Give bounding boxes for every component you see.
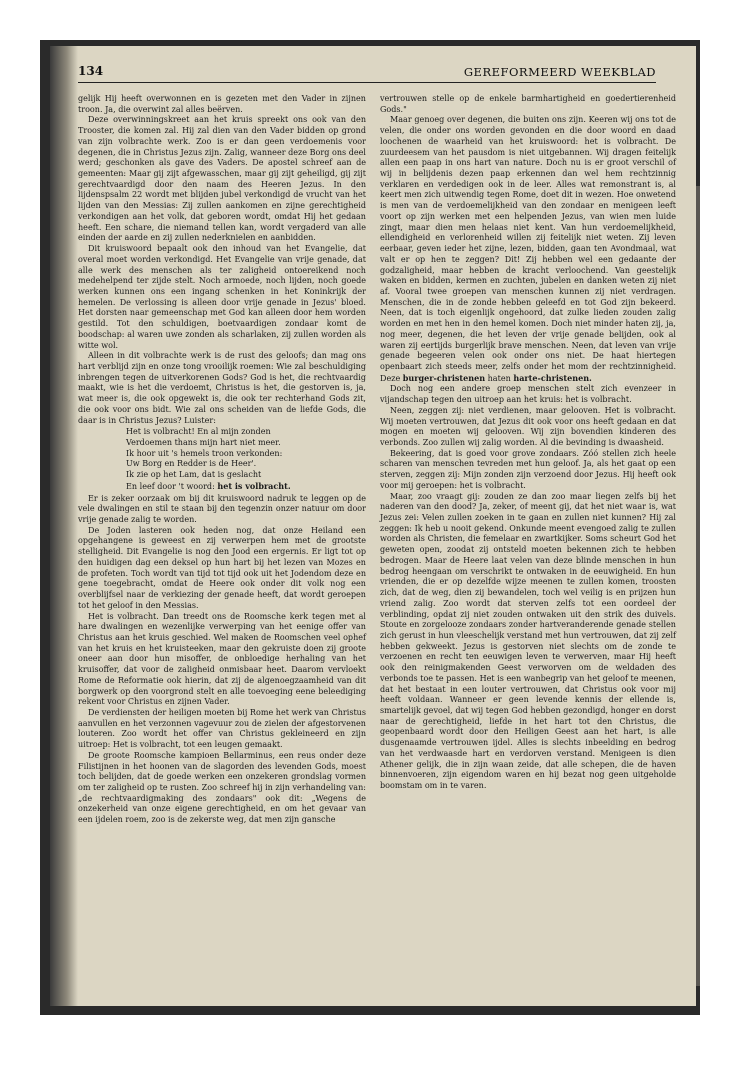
paragraph: Deze overwinningskreet aan het kruis spreekt ons ook van den Trooster, die komen zal. Hij zal dien van den Vader bidden op grond van zijn volbrachte werk. Zoo is er dan geen verdoemenis voor degenen, die in Christus Jezus zijn. Zalig, wanneer deze Borg ons deel werd; geschonken als gave des Vaders. De apostel schreef aan de gemeenten: Maar gij zijt afgewasschen, maar gij zijt geheiligd, gij zijt gerechtvaardigd door den naam des Heeren Jezus. In den lijdenspsalm 22 wordt met blijden jubel verkondigd de vrucht van het lijden van den Messias: Zij zullen aankomen en zijne gerechtigheid verkondigen aan het volk, dat geboren wordt, omdat Hij het gedaan heeft. Een schare, die niemand tellen kan, wordt vergaderd van alle einden der aarde en zij zullen nederknielen en aanbidden. <box>78 115 366 243</box>
paragraph: De verdiensten der heiligen moeten bij Rome het werk van Christus aanvullen en het verzonnen vagevuur zou de zielen der afgestorvenen louteren. Zoo wordt het offer van Christus gekleineerd en zijn uitroep: Het is volbracht, tot een leugen gemaakt. <box>78 707 366 750</box>
journal-title: GEREFORMEERD WEEKBLAD <box>463 65 656 79</box>
hymn-verse <box>126 427 366 492</box>
page-binding-shadow <box>50 46 78 1006</box>
verse-line: Ik zie op het Lam, dat is geslacht <box>126 470 262 480</box>
paragraph: Dit kruiswoord bepaalt ook den inhoud van het Evangelie, dat overal moet worden verkondigd. Het Evangelie van vrije genade, dat alle werk des menschen als ter zaligheid ontoereikend noch medehelpend ter zijde stelt. Noch armoede, noch lijden, noch goede werken kunnen ons een ingang schenken in het Koninkrijk der hemelen. De verlossing is alleen door vrije genade in Jezus' bloed. Het dorsten naar gemeenschap met God kan alleen door hem worden gestild. Tot den schuldigen, boetvaardigen zondaar komt de boodschap: al waren uwe zonden als scharlaken, zij zullen worden als witte wol. <box>78 244 366 350</box>
paragraph-text: haten <box>485 373 514 383</box>
verse-line: Verdoemen thans mijn hart niet meer. <box>126 438 281 447</box>
paragraph: Er is zeker oorzaak om bij dit kruiswoord nadruk te leggen op de vele dwalingen en stil te staan bij den tegenzin onzer natuur om door vrije genade zalig te worden. <box>78 493 366 525</box>
paragraph: vertrouwen stelle op de enkele barmhartigheid en goedertierenheid Gods." <box>380 94 676 114</box>
page-header <box>78 64 656 83</box>
paragraph: gelijk Hij heeft overwonnen en is gezeten met den Vader in zijnen troon. Ja, die overwint zal alles beërven. <box>78 94 366 114</box>
paragraph: Neen, zeggen zij: niet verdienen, maar gelooven. Het is volbracht. Wij moeten vertrouwen, dat Jezus dit ook voor ons heeft gedaan en dat mogen en moeten wij gelooven. Wij zijn bovendien kinderen des verbonds. Zoo zullen wij zalig worden. Al die bevinding is dwaasheid. <box>380 405 676 447</box>
left-column <box>78 94 366 826</box>
verse-line: Uw Borg en Redder is de Heer'. <box>126 459 257 469</box>
paragraph: De Joden lasteren ook heden nog, dat onze Heiland een opgehangene is geweest en zij verwerpen hem met de grootste stelligheid. Dit Evangelie is nog den Jood een ergernis. Er ligt tot op den huidigen dag een deksel op hun hart bij het lezen van Mozes en de profeten. Toch wordt van tijd tot tijd ook uit het Jodendom deze en gene toegebracht, omdat de Heere ook onder dit volk nog een overblijfsel naar de verkiezing der genade heeft, dat wordt geroepen tot het geloof in den Messias. <box>78 525 366 610</box>
paragraph: Het is volbracht. Dan treedt ons de Roomsche kerk tegen met al hare dwalingen en wezenlijke verwerping van het eenige offer van Christus aan het kruis geschied. Wel maken de Roomschen veel ophef van het kruis en het kruisteeken, maar den gekruiste doen zij groote oneer aan door hun misoffer, de onbloedige herhaling van het kruisoffer, dat voor de zaligheid onmisbaar heet. Daarom vervloekt Rome de Reformatie ook hierin, dat zij de algenoegzaamheid van dit borgwerk op den voorgrond stelt en alle toevoeging eene beleediging rekent voor Christus en zijnen Vader. <box>78 611 366 707</box>
verse-bold-text: het is volbracht. <box>217 480 291 491</box>
paragraph: Alleen in dit volbrachte werk is de rust des geloofs; dan mag ons hart verblijd zijn en onze tong vrooilijk roemen: Wie zal beschuldiging inbrengen tegen de uitverkorenen Gods? God is het, die rechtvaardig maakt, wie is het die verdoemt, Christus is het, die gestorven is, ja, wat meer is, die ook opgewekt is, die ook ter rechterhand Gods zit, die ook voor ons bidt. Wie zal ons scheiden van de liefde Gods, die daar is in Christus Jezus? Luister: <box>78 351 366 425</box>
page-number: 134 <box>78 64 104 78</box>
verse-text: En leef door 't woord: <box>126 481 218 491</box>
paragraph: De groote Roomsche kampioen Bellarminus, een reus onder deze Filistijnen in het hoonen van de slagorden des levenden Gods, moest toch belijden, dat de goede werken een onzekeren grondslag vormen om ter zaligheid op te rusten. Zoo schreef hij in zijn verhandeling van: „de rechtvaardigmaking des zondaars" ook dit: „Wegens de onzekerheid van onze eigene gerechtigheid, en om het gevaar van een ijdelen roem, zoo is de zekerste weg, dat men zijn gansche <box>78 750 366 825</box>
paragraph: Doch nog een andere groep menschen stelt zich evenzeer in vijandschap tegen den uitroep aan het kruis: het is volbracht. <box>380 384 676 405</box>
verse-line: Ik hoor uit 's hemels troon verkonden: <box>126 448 283 458</box>
bold-term: harte-christenen. <box>513 372 592 383</box>
magazine-page <box>50 46 696 1006</box>
paragraph-text: Maar genoeg over degenen, die buiten ons zijn. Keeren wij ons tot de velen, die onder ons worden gevonden en die door woord en daad loochenen de waarheid van het kruiswoord: het is volbracht. De zuurdeesem van het pausdom is niet uitgebannen. Wij dragen feitelijk allen een paap in ons hart van nature. Doch nu is er groot verschil of wij in belijdenis dezen paap erkennen dan wel hem rechtzinnig verklaren en verdedigen ook in de leer. Alles wat remonstrant is, al keert men zich uitwendig tegen Rome, doet dit in wezen. Hoe onwetend is men van de verdoemelijkheid van den zondaar en menigeen leeft voort op zijn werken met een helpenden Jezus, van wien men luide zingt, maar dien men helaas niet kent. Van hun verdoemelijkheid, ellendigheid en verlorenheid willen zij feitelijk niet weten. Zij leven eerbaar, geven ieder het zijne, lezen, bidden, gaan ten Avondmaal, wat valt er op hen te zeggen? Dit! Zij hebben wel een gedaante der godzaligheid, maar hebben de kracht verloochend. Van geestelijk waken en bidden, kermen en zuchten, jubelen en danken weten zij niet af. Vooral twee groepen van menschen kunnen zij niet verdragen. Menschen, die in de zonde hebben geleefd en tot God zijn bekeerd. Neen, dat is toch eigenlijk ongehoord, dat zulke lieden zouden zalig worden en met hen in den hemel komen. Doch niet minder haten zij, ja, nog meer, degenen, die het leven der vrije genade belijden, ook al waren zij eertijds burgerlijk brave menschen. Neen, dat leven van vrije genade begeeren velen ook onder ons niet. De haat hiertegen openbaart zich steeds meer, zelfs onder het mom der rechtzinnigheid. Deze <box>380 115 676 383</box>
verse-line-last <box>126 481 366 493</box>
paragraph: Bekeering, dat is goed voor grove zondaars. Zóó stellen zich heele scharen van menschen tevreden met hun geloof. Ja, als het gaat op een sterven, zeggen zij: Mijn zonden zijn verzoend door Jezus. Hij heeft ook voor mij geroepen: het is volbracht. <box>380 448 676 490</box>
paragraph: Maar, zoo vraagt gij: zouden ze dan zoo maar liegen zelfs bij het naderen van den dood? Ja, zeker, of meent gij, dat het niet waar is, wat Jezus zei: Velen zullen zoeken in te gaan en zullen niet kunnen? Hij zal zeggen: Ik heb u nooit gekend. Onkunde meent evengoed zalig te zullen worden als Christen, die femelaar en zwartkijker. Soms scheurt God het geweten open, zoodat zij ontsteld moeten bekennen zich te hebben bedrogen. Maar de Heere laat velen van deze blinde menschen in hun bedrog heengaan om verschrikt te ontwaken in de eeuwigheid. En hun vrienden, die er op dezelfde wijze meenen te zullen komen, troosten zich, dat de weg, dien zij bewandelen, toch wel veilig is en prijzen hun vriend zalig. Zoo wordt dat sterven zelfs tot een oordeel der verblinding, opdat zij niet zouden ontwaken uit den strik des duivels. Stoute en zorgelooze zondaars zonder hartveranderende genade stellen zich gerust in hun vleeschelijk verstand met hun vertrouwen, dat zij zelf hebben gekweekt. Jezus is gestorven niet slechts om de zonde te verzoenen en recht ten eeuwigen leven te verwerven, maar Hij heeft ook den reinigmakenden Geest verworven om de weldaden des verbonds toe te passen. Het is een wanbegrip van het geloof te meenen, dat het bestaat in een louter vertrouwen, dat Christus ook voor mij heeft voldaan. Wanneer er geen levende kennis der ellende is, smartelijk gevoel, dat wij tegen God hebben gezondigd, honger en dorst naar de gerechtigheid, liefde in het hart tot den Christus, die geopenbaard wordt door den Heiligen Geest aan het hart, is alle dusgenaamde vertrouwen ijdel. Alles is slechts inbeelding en bedrog van het verdwaasde hart en verdorven verstand. Menigeen is dien Athener gelijk, die in zijn waan zeide, dat alle schepen, die de haven binnenvoeren, zijn eigendom waren en hij bezat nog geen uitgeholde boomstam om in te varen. <box>380 491 676 790</box>
paragraph <box>380 115 676 384</box>
verse-line: Het is volbracht! En al mijn zonden <box>126 427 271 437</box>
right-column <box>380 94 676 792</box>
bold-term: burger-christenen <box>402 372 486 383</box>
